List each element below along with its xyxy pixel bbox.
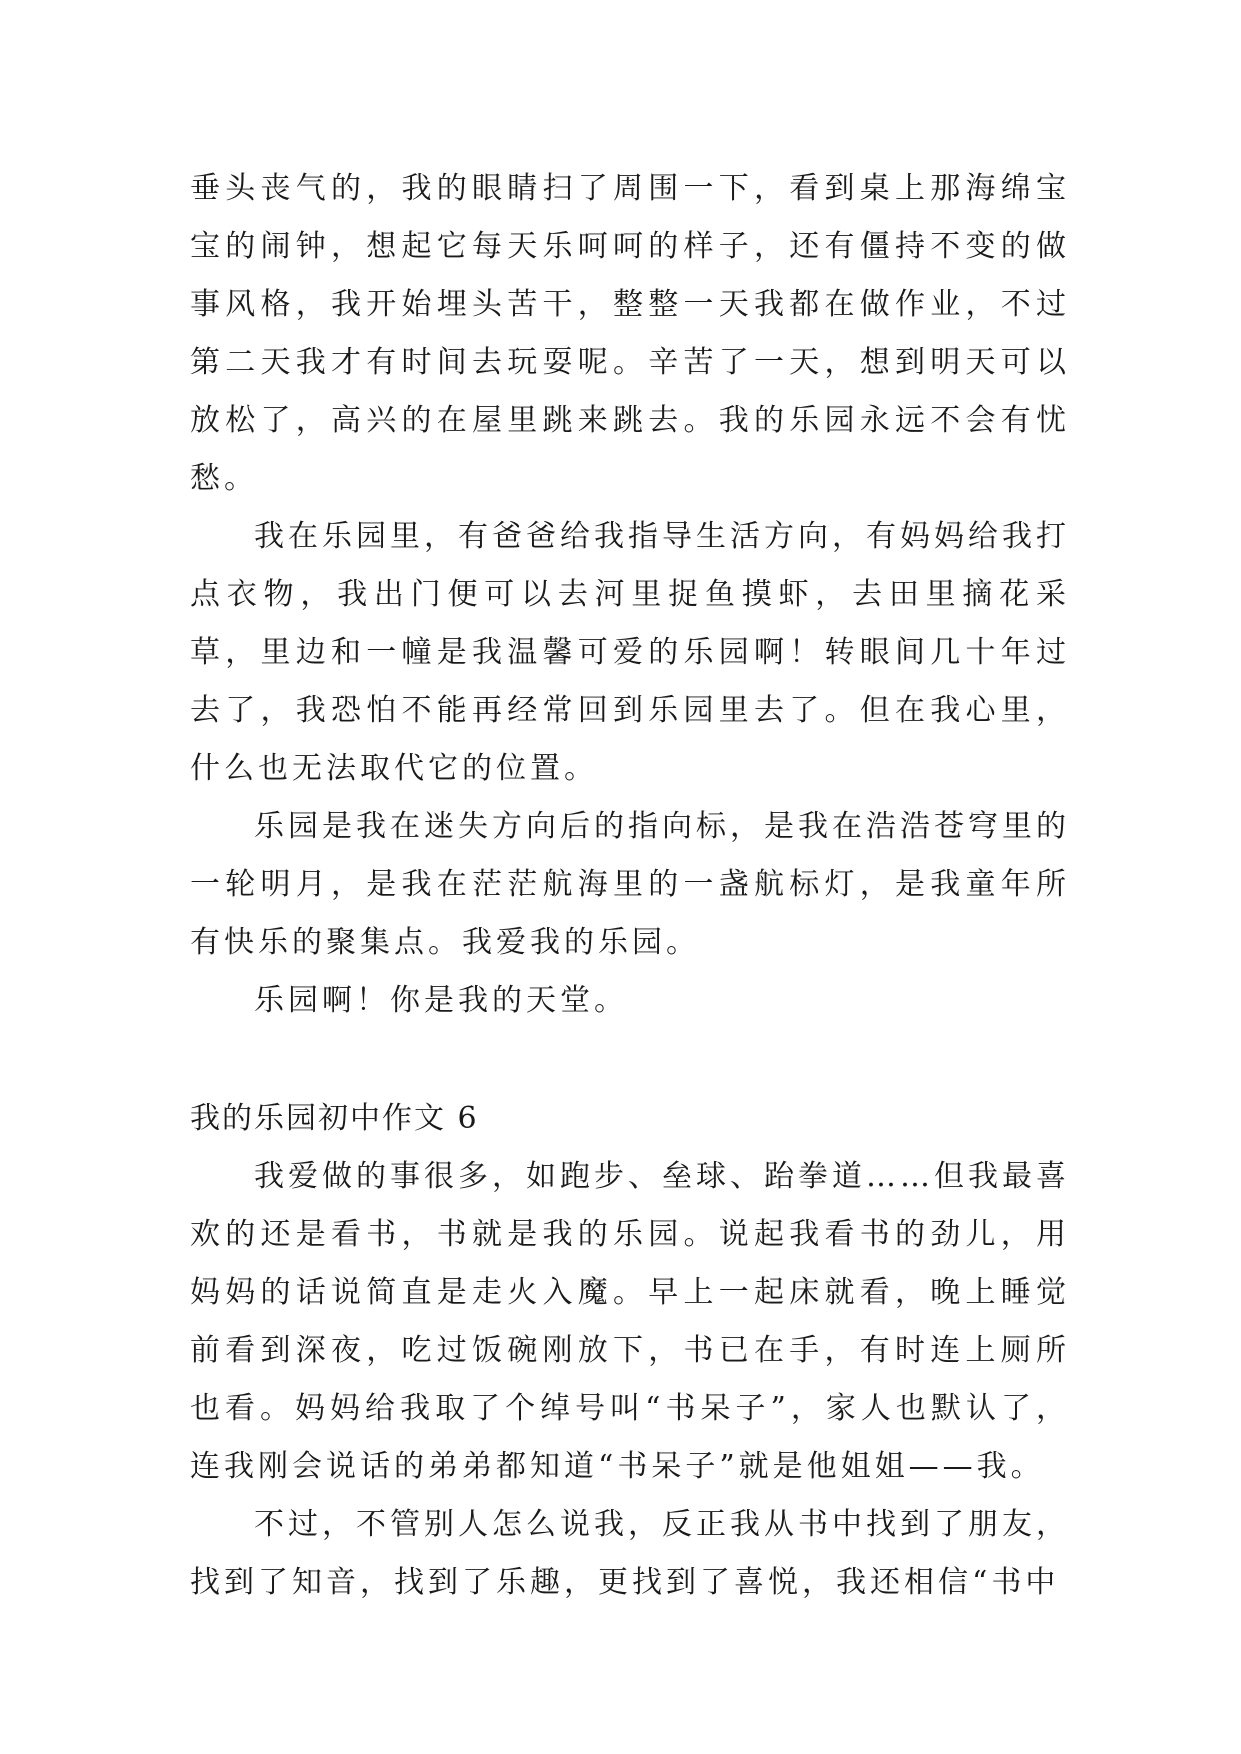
paragraph-1: 垂头丧气的，我的眼睛扫了周围一下，看到桌上那海绵宝宝的闹钟，想起它每天乐呵呵的样子，还有僵持不变的做事风格，我开始埋头苦干，整整一天我都在做作业，不过第二天我才有时间去玩耍呢。辛苦了一天，想到明天可以放松了，高兴的在屋里跳来跳去。我的乐园永远不会有忧愁。	[190, 171, 1070, 496]
paragraph-2: 我在乐园里，有爸爸给我指导生活方向，有妈妈给我打点衣物，我出门便可以去河里捉鱼摸虾，去田里摘花采草，里边和一幢是我温馨可爱的乐园啊！转眼间几十年过去了，我恐怕不能再经常回到乐园里去了。但在我心里，什么也无法取代它的位置。	[190, 519, 1070, 786]
paragraph-6: 不过，不管别人怎么说我，反正我从书中找到了朋友，找到了知音，找到了乐趣，更找到了喜悦，我还相信“书中	[190, 1507, 1070, 1600]
section-title: 我的乐园初中作文 6	[190, 1101, 479, 1136]
paragraph-5: 我爱做的事很多，如跑步、垒球、跆拳道……但我最喜欢的还是看书，书就是我的乐园。说起我看书的劲儿，用妈妈的话说简直是走火入魔。早上一起床就看，晚上睡觉前看到深夜，吃过饭碗刚放下，书已在手，有时连上厕所也看。妈妈给我取了个绰号叫“书呆子”，家人也默认了，连我刚会说话的弟弟都知道“书呆子”就是他姐姐——我。	[190, 1159, 1070, 1484]
paragraph-4: 乐园啊！你是我的天堂。	[254, 983, 628, 1018]
paragraph-3: 乐园是我在迷失方向后的指向标，是我在浩浩苍穹里的一轮明月，是我在茫茫航海里的一盏航标灯，是我童年所有快乐的聚集点。我爱我的乐园。	[190, 809, 1070, 960]
document-body	[190, 160, 1070, 1612]
